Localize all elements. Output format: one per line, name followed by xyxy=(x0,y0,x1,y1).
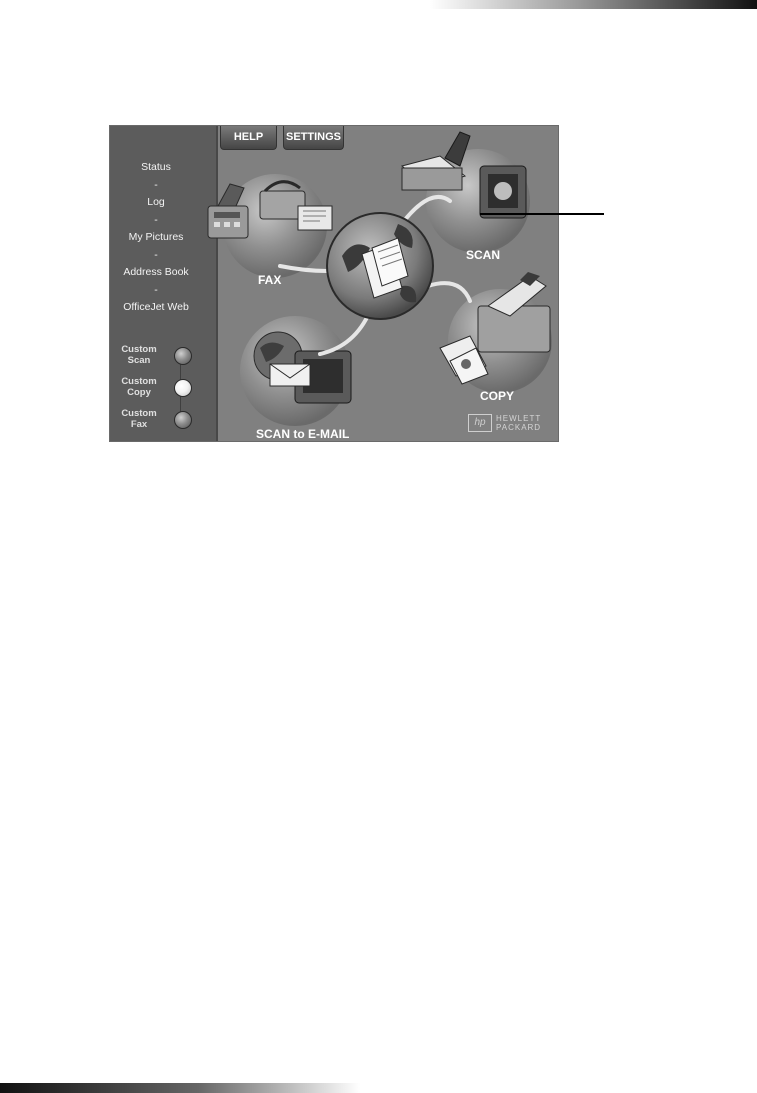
sidebar-separator: - xyxy=(154,283,158,296)
hewlett-packard-logo xyxy=(468,414,541,432)
copy-area[interactable] xyxy=(440,272,552,403)
custom-copy-label: Custom Copy xyxy=(121,376,157,398)
central-globe xyxy=(327,213,433,319)
page-footer-gradient-bar xyxy=(0,1083,360,1093)
scan-to-email-label: SCAN to E-MAIL xyxy=(256,427,350,441)
help-button[interactable]: HELP xyxy=(220,126,277,150)
settings-button[interactable]: SETTINGS xyxy=(283,126,344,150)
sidebar-item-address-book[interactable]: Address Book xyxy=(123,266,189,278)
sidebar-separator: - xyxy=(154,178,158,191)
hp-wordmark xyxy=(496,414,541,432)
sidebar-separator: - xyxy=(154,248,158,261)
custom-scan-label: Custom Scan xyxy=(121,344,157,366)
copy-label: COPY xyxy=(480,389,515,403)
hp-wordmark-line2: PACKARD xyxy=(496,423,542,432)
custom-fax-label: Custom Fax xyxy=(121,408,157,430)
sidebar-separator: - xyxy=(154,213,158,226)
sidebar-item-officejet-web[interactable]: OfficeJet Web xyxy=(123,301,189,313)
fax-label: FAX xyxy=(258,273,282,287)
hp-mark: hp xyxy=(468,414,492,432)
hp-wordmark-line1: HEWLETT xyxy=(496,414,542,423)
scan-label: SCAN xyxy=(466,248,501,262)
sidebar-item-status[interactable]: Status xyxy=(141,161,171,173)
callout-pointer-line xyxy=(480,213,604,215)
sidebar-item-my-pictures[interactable]: My Pictures xyxy=(128,231,184,243)
page-header-gradient-bar xyxy=(430,0,757,9)
director-artwork xyxy=(110,126,558,441)
sidebar-item-log[interactable]: Log xyxy=(147,196,165,208)
officejet-director-window xyxy=(109,125,559,442)
scan-to-email-area[interactable] xyxy=(240,316,351,441)
